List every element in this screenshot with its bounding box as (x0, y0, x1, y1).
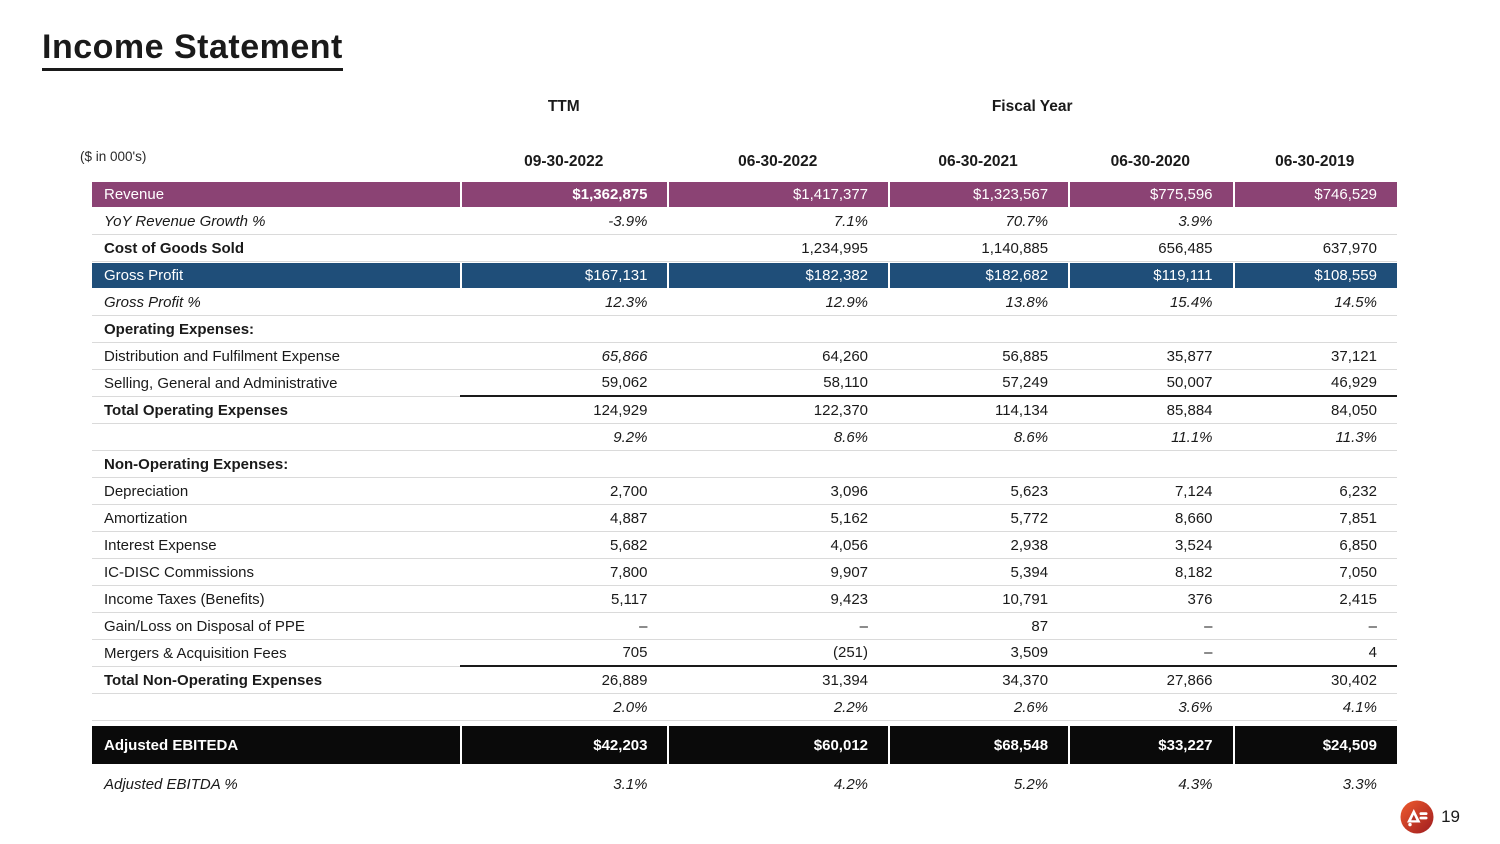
cell-interest-expense-col4: 6,850 (1233, 532, 1397, 559)
page-title: Income Statement (42, 28, 343, 71)
cell-ic-disc-commissions-col3: 8,182 (1068, 559, 1232, 586)
table-row-mergers-acquisition-fees (92, 640, 1397, 667)
cell-depreciation-col1: 3,096 (667, 478, 888, 505)
cell-ic-disc-commissions-col0: 7,800 (460, 559, 667, 586)
row-label-ic-disc-commissions: IC-DISC Commissions (92, 559, 460, 586)
cell-gain-loss-ppe-col0: – (460, 613, 667, 640)
cell-gain-loss-ppe-col4: – (1233, 613, 1397, 640)
table-row-total-non-operating-expenses (92, 667, 1397, 694)
cell-mergers-acquisition-fees-col0: 705 (460, 640, 667, 667)
cell-adjusted-ebiteda-col1: $60,012 (667, 726, 888, 764)
cell-operating-expenses-header-col0 (460, 316, 667, 343)
row-label-non-operating-expenses-header: Non-Operating Expenses: (92, 451, 460, 478)
cell-cost-of-goods-sold-col3: 656,485 (1068, 235, 1232, 262)
cell-operating-expenses-header-col1 (667, 316, 888, 343)
cell-gain-loss-ppe-col1: – (667, 613, 888, 640)
group-header-ttm: TTM (547, 98, 580, 115)
cell-revenue-col2: $1,323,567 (888, 182, 1068, 207)
cell-distribution-fulfilment-col1: 64,260 (667, 343, 888, 370)
cell-gross-profit-col1: $182,382 (667, 263, 888, 288)
cell-total-non-operating-expenses-col2: 34,370 (888, 667, 1068, 694)
cell-total-non-operating-expenses-col4: 30,402 (1233, 667, 1397, 694)
cell-mergers-acquisition-fees-col4: 4 (1233, 640, 1397, 667)
cell-cost-of-goods-sold-col0 (460, 235, 667, 262)
cell-total-non-operating-expenses-col0: 26,889 (460, 667, 667, 694)
cell-gross-profit-col3: $119,111 (1068, 263, 1232, 288)
cell-total-operating-expenses-col0: 124,929 (460, 397, 667, 424)
cell-total-non-operating-expenses-col3: 27,866 (1068, 667, 1232, 694)
units-note: ($ in 000's) (80, 149, 147, 164)
cell-non-operating-expenses-header-col1 (667, 451, 888, 478)
cell-adjusted-ebiteda-col0: $42,203 (460, 726, 667, 764)
cell-gross-profit-col4: $108,559 (1233, 263, 1397, 288)
cell-non-operating-expenses-header-col3 (1068, 451, 1232, 478)
row-label-gross-profit: Gross Profit (92, 263, 460, 288)
cell-adjusted-ebiteda-col3: $33,227 (1068, 726, 1232, 764)
cell-interest-expense-col1: 4,056 (667, 532, 888, 559)
page-number: 19 (1441, 807, 1460, 826)
cell-non-operating-expenses-pct-col4: 4.1% (1233, 694, 1397, 721)
cell-ic-disc-commissions-col1: 9,907 (667, 559, 888, 586)
row-label-cost-of-goods-sold: Cost of Goods Sold (92, 235, 460, 262)
row-label-adjusted-ebitda-pct: Adjusted EBITDA % (104, 776, 238, 793)
cell-yoy-revenue-growth-col4 (1233, 208, 1397, 235)
cell-total-operating-expenses-col3: 85,884 (1068, 397, 1232, 424)
table-row-non-operating-expenses-pct (92, 694, 1397, 721)
cell-total-operating-expenses-col4: 84,050 (1233, 397, 1397, 424)
cell-gross-profit-col0: $167,131 (460, 263, 667, 288)
cell-income-taxes-col1: 9,423 (667, 586, 888, 613)
cell-adjusted-ebitda-pct-col3: 4.3% (1178, 776, 1213, 793)
table-row-distribution-fulfilment (92, 343, 1397, 370)
cell-depreciation-col3: 7,124 (1068, 478, 1232, 505)
row-label-revenue: Revenue (92, 182, 460, 207)
row-label-gain-loss-ppe: Gain/Loss on Disposal of PPE (92, 613, 460, 640)
row-label-yoy-revenue-growth: YoY Revenue Growth % (92, 208, 460, 235)
cell-non-operating-expenses-header-col2 (888, 451, 1068, 478)
column-header-date: 09-30-2022 (524, 152, 604, 170)
cell-revenue-col1: $1,417,377 (667, 182, 888, 207)
table-row-ic-disc-commissions (92, 559, 1397, 586)
cell-gross-profit-pct-col1: 12.9% (667, 289, 888, 316)
table-row-interest-expense (92, 532, 1397, 559)
cell-depreciation-col4: 6,232 (1233, 478, 1397, 505)
cell-yoy-revenue-growth-col2: 70.7% (888, 208, 1068, 235)
cell-amortization-col0: 4,887 (460, 505, 667, 532)
row-label-amortization: Amortization (92, 505, 460, 532)
row-label-gross-profit-pct: Gross Profit % (92, 289, 460, 316)
cell-amortization-col1: 5,162 (667, 505, 888, 532)
footer (1400, 800, 1460, 834)
cell-distribution-fulfilment-col2: 56,885 (888, 343, 1068, 370)
cell-operating-expenses-pct-col1: 8.6% (667, 424, 888, 451)
row-label-operating-expenses-header: Operating Expenses: (92, 316, 460, 343)
table-row-sga (92, 370, 1397, 397)
cell-total-operating-expenses-col2: 114,134 (888, 397, 1068, 424)
cell-amortization-col2: 5,772 (888, 505, 1068, 532)
row-label-operating-expenses-pct (92, 424, 460, 451)
row-label-adjusted-ebiteda: Adjusted EBITEDA (92, 726, 460, 764)
cell-total-non-operating-expenses-col1: 31,394 (667, 667, 888, 694)
cell-gross-profit-col2: $182,682 (888, 263, 1068, 288)
cell-adjusted-ebitda-pct-col1: 4.2% (833, 776, 869, 793)
cell-adjusted-ebiteda-col4: $24,509 (1233, 726, 1397, 764)
cell-distribution-fulfilment-col3: 35,877 (1068, 343, 1232, 370)
cell-income-taxes-col2: 10,791 (888, 586, 1068, 613)
cell-operating-expenses-pct-col4: 11.3% (1233, 424, 1397, 451)
cell-distribution-fulfilment-col0: 65,866 (460, 343, 667, 370)
cell-gross-profit-pct-col4: 14.5% (1233, 289, 1397, 316)
cell-operating-expenses-header-col3 (1068, 316, 1232, 343)
cell-operating-expenses-header-col4 (1233, 316, 1397, 343)
cell-sga-col4: 46,929 (1233, 370, 1397, 397)
cell-amortization-col4: 7,851 (1233, 505, 1397, 532)
cell-non-operating-expenses-header-col0 (460, 451, 667, 478)
cell-gain-loss-ppe-col3: – (1068, 613, 1232, 640)
table-row-gross-profit (92, 263, 1397, 288)
column-header-date: 06-30-2020 (1110, 152, 1190, 170)
cell-gross-profit-pct-col3: 15.4% (1068, 289, 1232, 316)
cell-depreciation-col0: 2,700 (460, 478, 667, 505)
table-row-yoy-revenue-growth (92, 208, 1397, 235)
cell-gross-profit-pct-col0: 12.3% (460, 289, 667, 316)
table-row-total-operating-expenses (92, 397, 1397, 424)
cell-non-operating-expenses-header-col4 (1233, 451, 1397, 478)
cell-income-taxes-col3: 376 (1068, 586, 1232, 613)
row-label-non-operating-expenses-pct (92, 694, 460, 721)
cell-revenue-col4: $746,529 (1233, 182, 1397, 207)
cell-yoy-revenue-growth-col1: 7.1% (667, 208, 888, 235)
cell-operating-expenses-pct-col2: 8.6% (888, 424, 1068, 451)
cell-interest-expense-col2: 2,938 (888, 532, 1068, 559)
income-statement-table (92, 98, 1397, 798)
row-label-income-taxes: Income Taxes (Benefits) (92, 586, 460, 613)
cell-sga-col2: 57,249 (888, 370, 1068, 397)
row-label-distribution-fulfilment: Distribution and Fulfilment Expense (92, 343, 460, 370)
cell-interest-expense-col3: 3,524 (1068, 532, 1232, 559)
table-column-headers (92, 142, 1397, 181)
cell-mergers-acquisition-fees-col3: – (1068, 640, 1232, 667)
cell-cost-of-goods-sold-col2: 1,140,885 (888, 235, 1068, 262)
cell-amortization-col3: 8,660 (1068, 505, 1232, 532)
cell-yoy-revenue-growth-col0: -3.9% (460, 208, 667, 235)
cell-non-operating-expenses-pct-col3: 3.6% (1068, 694, 1232, 721)
table-row-adjusted-ebitda-pct (92, 771, 1397, 798)
cell-cost-of-goods-sold-col1: 1,234,995 (667, 235, 888, 262)
table-row-amortization (92, 505, 1397, 532)
cell-income-taxes-col0: 5,117 (460, 586, 667, 613)
ae-logo-icon (1400, 800, 1434, 834)
table-row-income-taxes (92, 586, 1397, 613)
cell-mergers-acquisition-fees-col1: (251) (667, 640, 888, 667)
cell-adjusted-ebitda-pct-col4: 3.3% (1342, 776, 1377, 793)
row-label-depreciation: Depreciation (92, 478, 460, 505)
cell-sga-col3: 50,007 (1068, 370, 1232, 397)
cell-depreciation-col2: 5,623 (888, 478, 1068, 505)
cell-income-taxes-col4: 2,415 (1233, 586, 1397, 613)
income-table-body (92, 182, 1397, 798)
cell-sga-col1: 58,110 (667, 370, 888, 397)
table-row-operating-expenses-header (92, 316, 1397, 343)
column-header-date: 06-30-2019 (1275, 152, 1355, 170)
table-row-revenue (92, 182, 1397, 207)
cell-revenue-col3: $775,596 (1068, 182, 1232, 207)
cell-total-operating-expenses-col1: 122,370 (667, 397, 888, 424)
table-row-gross-profit-pct (92, 289, 1397, 316)
column-header-date: 06-30-2022 (738, 152, 818, 170)
column-header-date: 06-30-2021 (938, 152, 1018, 170)
table-row-adjusted-ebiteda (92, 726, 1397, 764)
cell-non-operating-expenses-pct-col2: 2.6% (888, 694, 1068, 721)
cell-yoy-revenue-growth-col3: 3.9% (1068, 208, 1232, 235)
cell-mergers-acquisition-fees-col2: 3,509 (888, 640, 1068, 667)
cell-ic-disc-commissions-col2: 5,394 (888, 559, 1068, 586)
row-label-mergers-acquisition-fees: Mergers & Acquisition Fees (92, 640, 460, 667)
row-label-total-non-operating-expenses: Total Non-Operating Expenses (92, 667, 460, 694)
cell-non-operating-expenses-pct-col1: 2.2% (667, 694, 888, 721)
cell-interest-expense-col0: 5,682 (460, 532, 667, 559)
cell-adjusted-ebitda-pct-col2: 5.2% (1013, 776, 1049, 793)
cell-adjusted-ebitda-pct-col0: 3.1% (613, 776, 648, 793)
cell-operating-expenses-pct-col3: 11.1% (1068, 424, 1232, 451)
table-row-cost-of-goods-sold (92, 235, 1397, 262)
cell-sga-col0: 59,062 (460, 370, 667, 397)
cell-operating-expenses-header-col2 (888, 316, 1068, 343)
row-label-interest-expense: Interest Expense (92, 532, 460, 559)
table-group-header (92, 98, 1397, 142)
row-label-sga: Selling, General and Administrative (92, 370, 460, 397)
cell-operating-expenses-pct-col0: 9.2% (460, 424, 667, 451)
cell-cost-of-goods-sold-col4: 637,970 (1233, 235, 1397, 262)
table-row-non-operating-expenses-header (92, 451, 1397, 478)
cell-ic-disc-commissions-col4: 7,050 (1233, 559, 1397, 586)
cell-adjusted-ebiteda-col2: $68,548 (888, 726, 1068, 764)
cell-gain-loss-ppe-col2: 87 (888, 613, 1068, 640)
cell-non-operating-expenses-pct-col0: 2.0% (460, 694, 667, 721)
table-row-depreciation (92, 478, 1397, 505)
cell-gross-profit-pct-col2: 13.8% (888, 289, 1068, 316)
row-label-total-operating-expenses: Total Operating Expenses (92, 397, 460, 424)
cell-revenue-col0: $1,362,875 (460, 182, 667, 207)
cell-distribution-fulfilment-col4: 37,121 (1233, 343, 1397, 370)
table-row-gain-loss-ppe (92, 613, 1397, 640)
table-row-operating-expenses-pct (92, 424, 1397, 451)
group-header-fiscal-year: Fiscal Year (991, 98, 1073, 115)
